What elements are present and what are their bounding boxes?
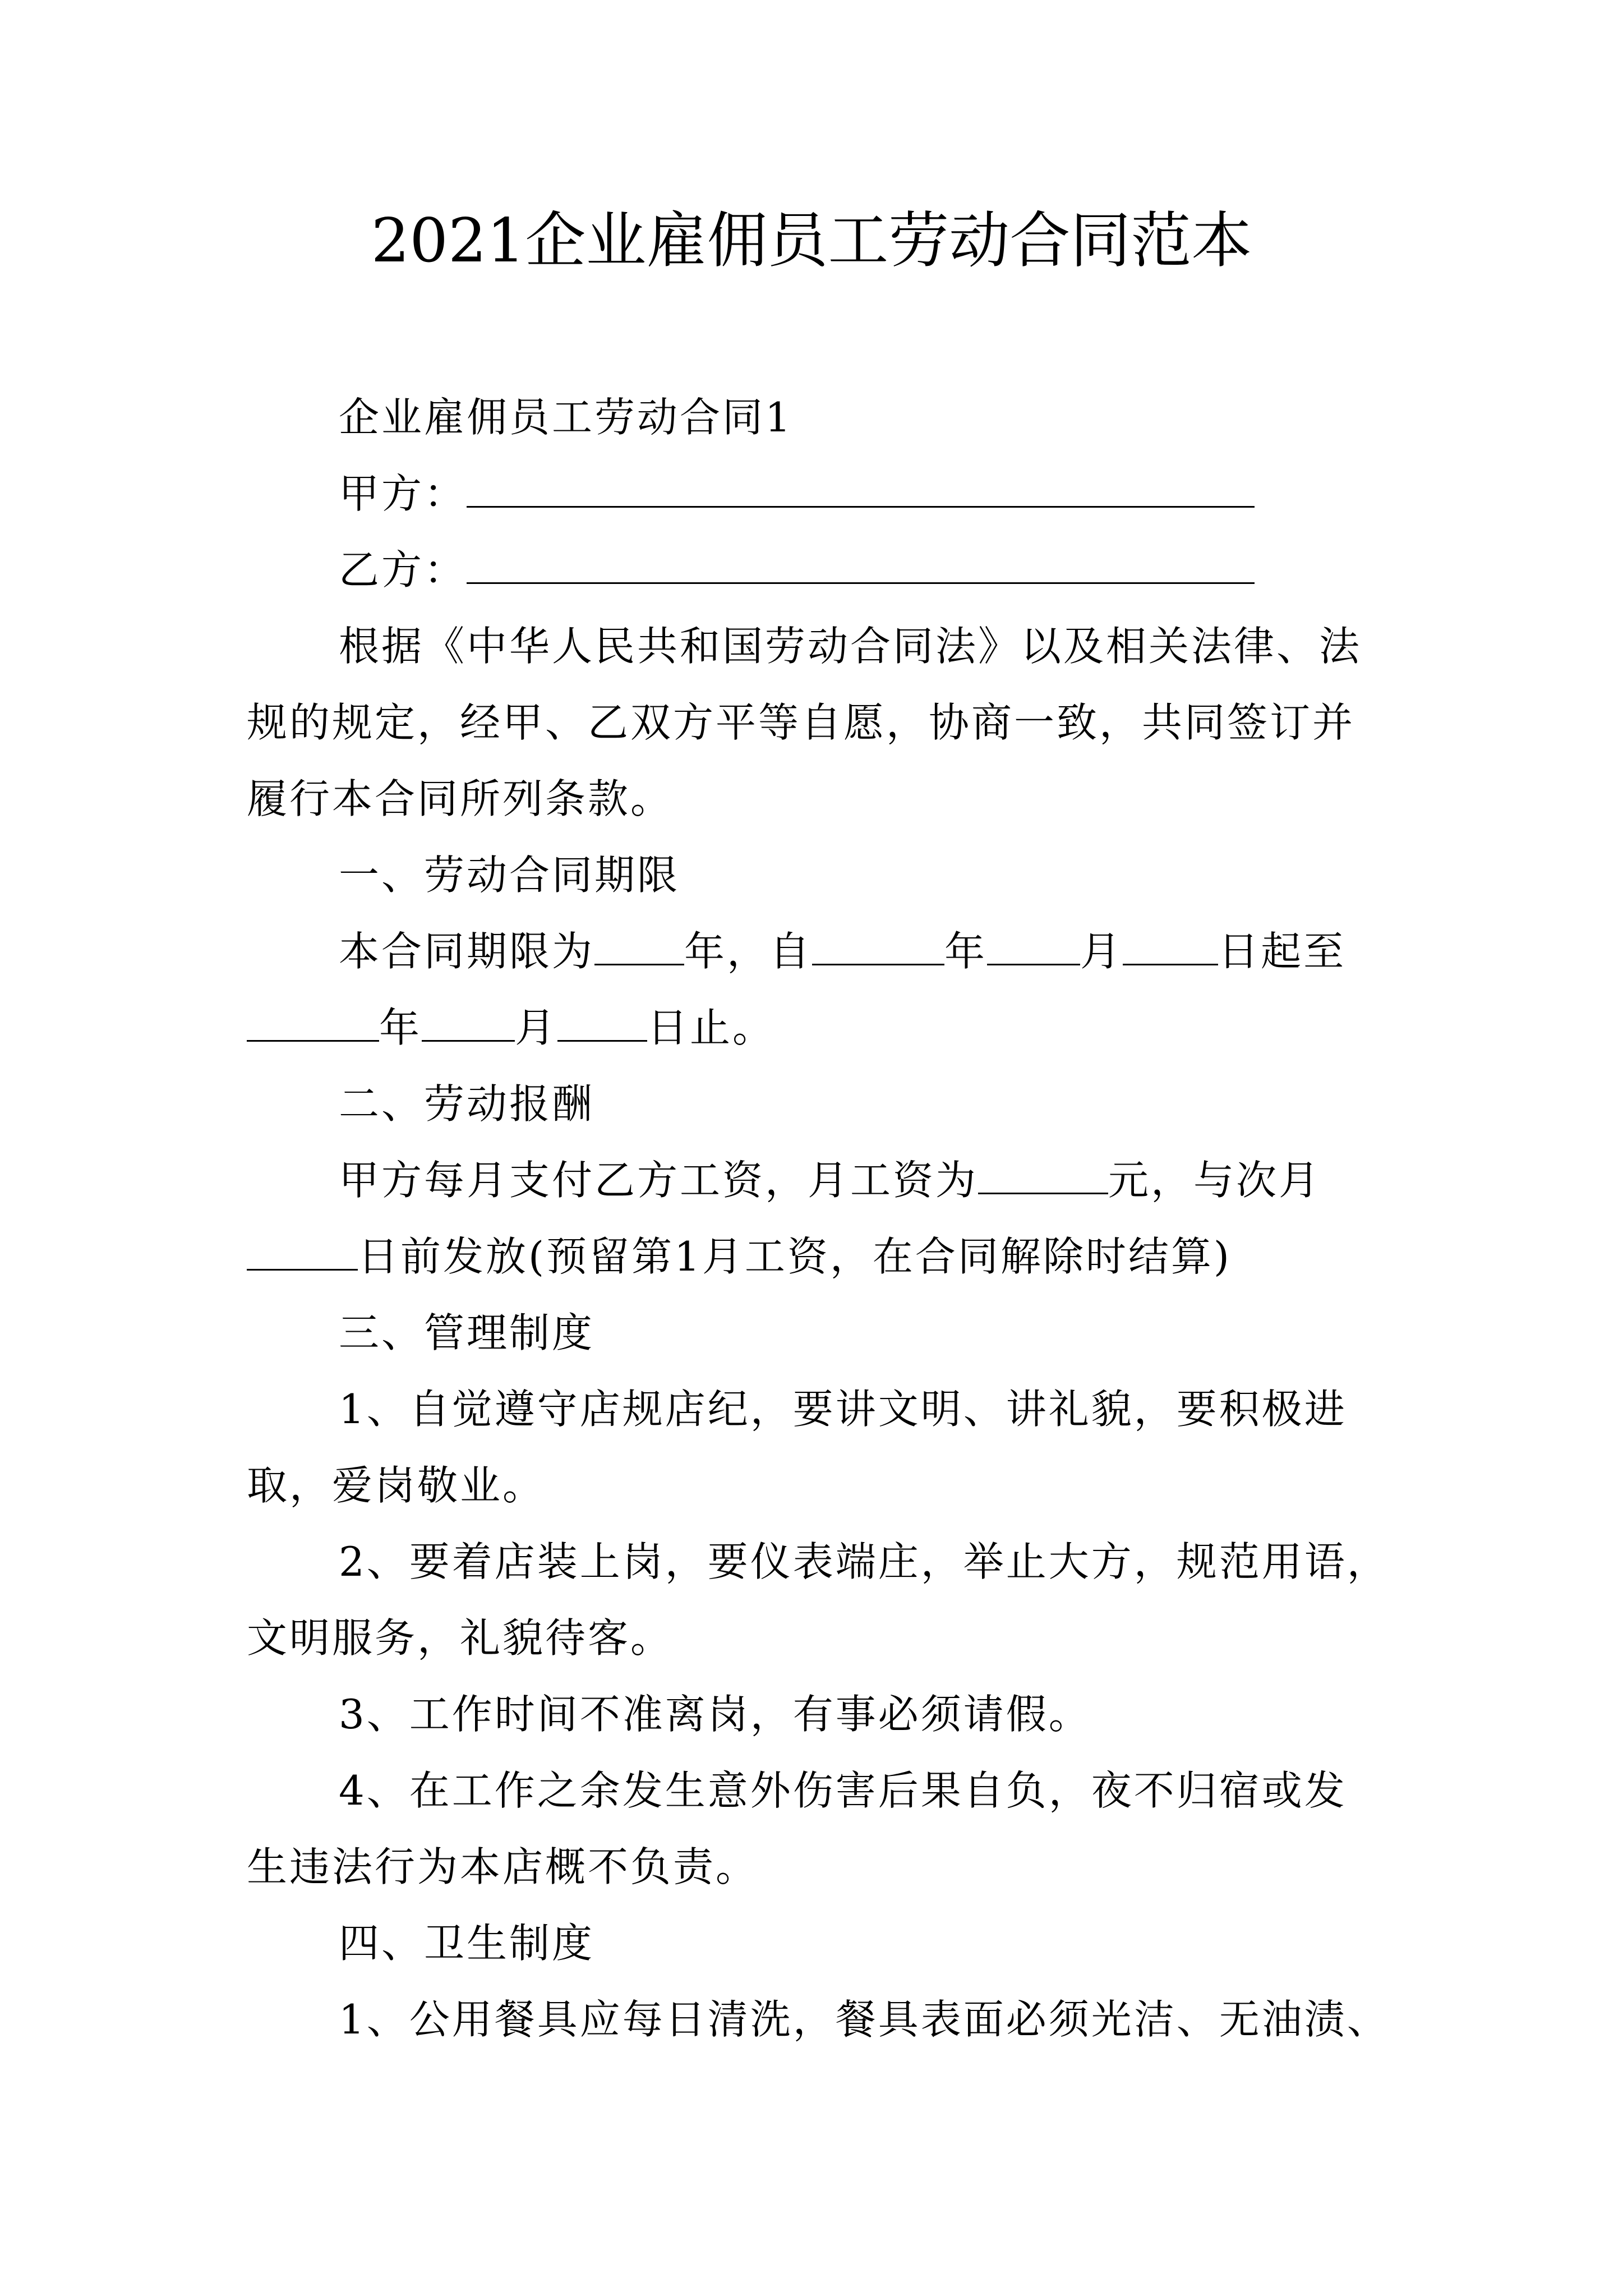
section-3-item-4-line-2: 生违法行为本店概不负责。 <box>247 1843 759 1890</box>
term-text-a: 本合同期限为 <box>339 928 595 975</box>
contract-subtitle: 企业雇佣员工劳动合同1 <box>339 394 793 441</box>
start-year-blank <box>812 924 944 965</box>
preamble-line-1: 根据《中华人民共和国劳动合同法》以及相关法律、法 <box>339 623 1362 670</box>
start-month-blank <box>987 924 1080 965</box>
salary-blank <box>978 1153 1108 1194</box>
preamble-line-2: 规的规定，经甲、乙双方平等自愿，协商一致，共同签订并 <box>247 699 1355 746</box>
term-text-d: 月 <box>1080 928 1123 975</box>
section-3-item-1-line-2: 取，爱岗敬业。 <box>247 1462 546 1509</box>
section-3-heading: 三、管理制度 <box>339 1309 595 1356</box>
section-1-line-2 <box>247 990 1385 1066</box>
party-b-blank <box>467 543 1255 584</box>
start-day-blank <box>1123 924 1218 965</box>
document-title: 2021企业雇佣员工劳动合同范本 <box>371 206 1252 276</box>
pay-day-blank <box>247 1230 358 1271</box>
party-b-label: 乙方： <box>339 546 467 593</box>
pay-text-a: 甲方每月支付乙方工资，月工资为 <box>339 1157 979 1204</box>
section-3-item-1-line-1: 1、自觉遵守店规店纪，要讲文明、讲礼貌，要积极进 <box>339 1386 1347 1433</box>
section-3-item-2-line-1: 2、要着店装上岗，要仪表端庄，举止大方，规范用语， <box>339 1538 1390 1585</box>
pay-text-b: 元，与次月 <box>1108 1157 1322 1204</box>
pay-text-c: 日前发放(预留第1月工资，在合同解除时结算) <box>358 1233 1232 1280</box>
term-text-h: 日止。 <box>647 1004 776 1051</box>
term-text-b: 年，自 <box>684 928 813 975</box>
term-text-f: 年 <box>379 1004 422 1051</box>
section-3-item-2-line-2: 文明服务，礼貌待客。 <box>247 1614 674 1662</box>
end-year-blank <box>247 1001 379 1042</box>
document-body <box>247 379 1390 2058</box>
section-4-item-1-line-1: 1、公用餐具应每日清洗，餐具表面必须光洁、无油渍、 <box>339 1996 1390 2043</box>
section-1-line-1 <box>247 913 1385 990</box>
section-3-item-4-line-1: 4、在工作之余发生意外伤害后果自负，夜不归宿或发 <box>339 1767 1347 1814</box>
section-3-item-3-line-1: 3、工作时间不准离岗，有事必须请假。 <box>339 1691 1091 1738</box>
section-2-heading: 二、劳动报酬 <box>339 1080 595 1128</box>
section-2-line-1 <box>247 1142 1385 1218</box>
preamble-line-3: 履行本合同所列条款。 <box>247 775 674 822</box>
party-a-label: 甲方： <box>339 470 467 517</box>
section-4-heading: 四、卫生制度 <box>339 1920 595 1967</box>
party-b-line <box>247 532 1385 608</box>
term-years-blank <box>594 924 684 965</box>
party-a-line <box>247 455 1385 532</box>
section-2-line-2 <box>247 1218 1385 1295</box>
end-month-blank <box>422 1001 515 1042</box>
party-a-blank <box>467 467 1255 508</box>
end-day-blank <box>557 1001 647 1042</box>
term-text-g: 月 <box>515 1004 558 1051</box>
term-text-e: 日起至 <box>1218 928 1347 975</box>
section-1-heading: 一、劳动合同期限 <box>339 852 680 899</box>
term-text-c: 年 <box>944 928 988 975</box>
